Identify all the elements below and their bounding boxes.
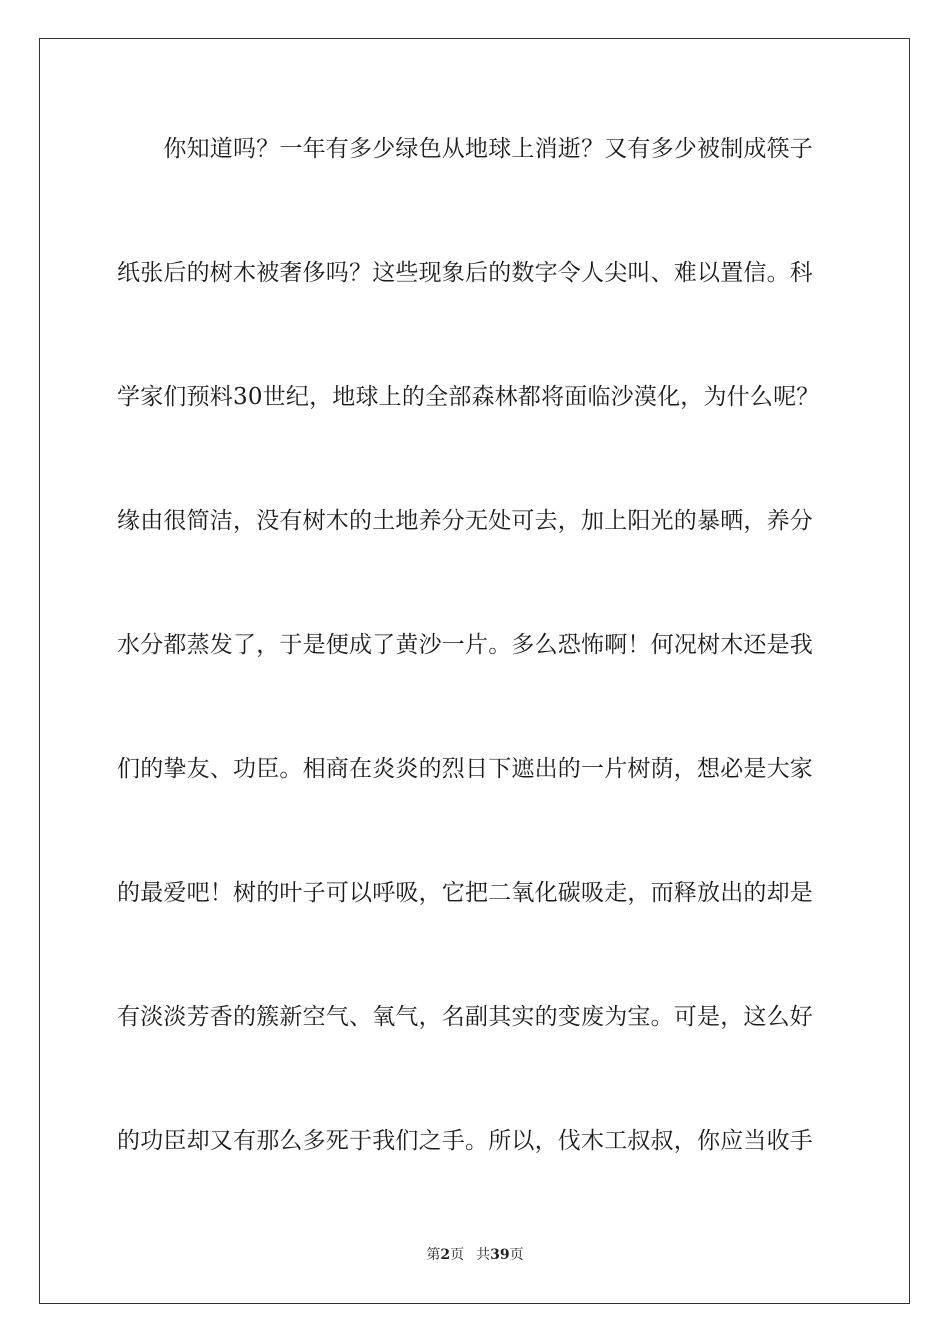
page-number: 2: [440, 1247, 451, 1263]
total-label-suffix: 页: [509, 1247, 524, 1263]
page-label-prefix: 第: [426, 1247, 441, 1263]
paragraph-line-5: 水分都蒸发了，于是便成了黄沙一片。多么恐怖啊！何况树木还是我: [117, 632, 813, 658]
paragraph-line-7: 的最爱吧！树的叶子可以呼吸，它把二氧化碳吸走，而释放出的却是: [117, 880, 813, 906]
total-pages: 39: [490, 1247, 510, 1263]
page-label-suffix: 页: [450, 1247, 465, 1263]
total-label-prefix: 共: [476, 1247, 491, 1263]
paragraph-line-6: 们的挚友、功臣。相商在炎炎的烈日下遮出的一片树荫，想必是大家: [117, 756, 813, 782]
paragraph-line-1: 你知道吗？一年有多少绿色从地球上消逝？又有多少被制成筷子: [117, 136, 813, 162]
paragraph-line-4: 缘由很简洁，没有树木的土地养分无处可去，加上阳光的暴晒，养分: [117, 508, 813, 534]
page-footer: [0, 1246, 950, 1264]
paragraph-line-3: 学家们预料30世纪，地球上的全部森林都将面临沙漠化，为什么呢？: [117, 384, 820, 410]
page-border: [39, 38, 910, 1304]
paragraph-line-9: 的功臣却又有那么多死于我们之手。所以，伐木工叔叔，你应当收手: [117, 1128, 813, 1154]
paragraph-line-8: 有淡淡芳香的簇新空气、氧气，名副其实的变废为宝。可是，这么好: [117, 1004, 813, 1030]
paragraph-line-2: 纸张后的树木被奢侈吗？这些现象后的数字令人尖叫、难以置信。科: [117, 260, 813, 286]
